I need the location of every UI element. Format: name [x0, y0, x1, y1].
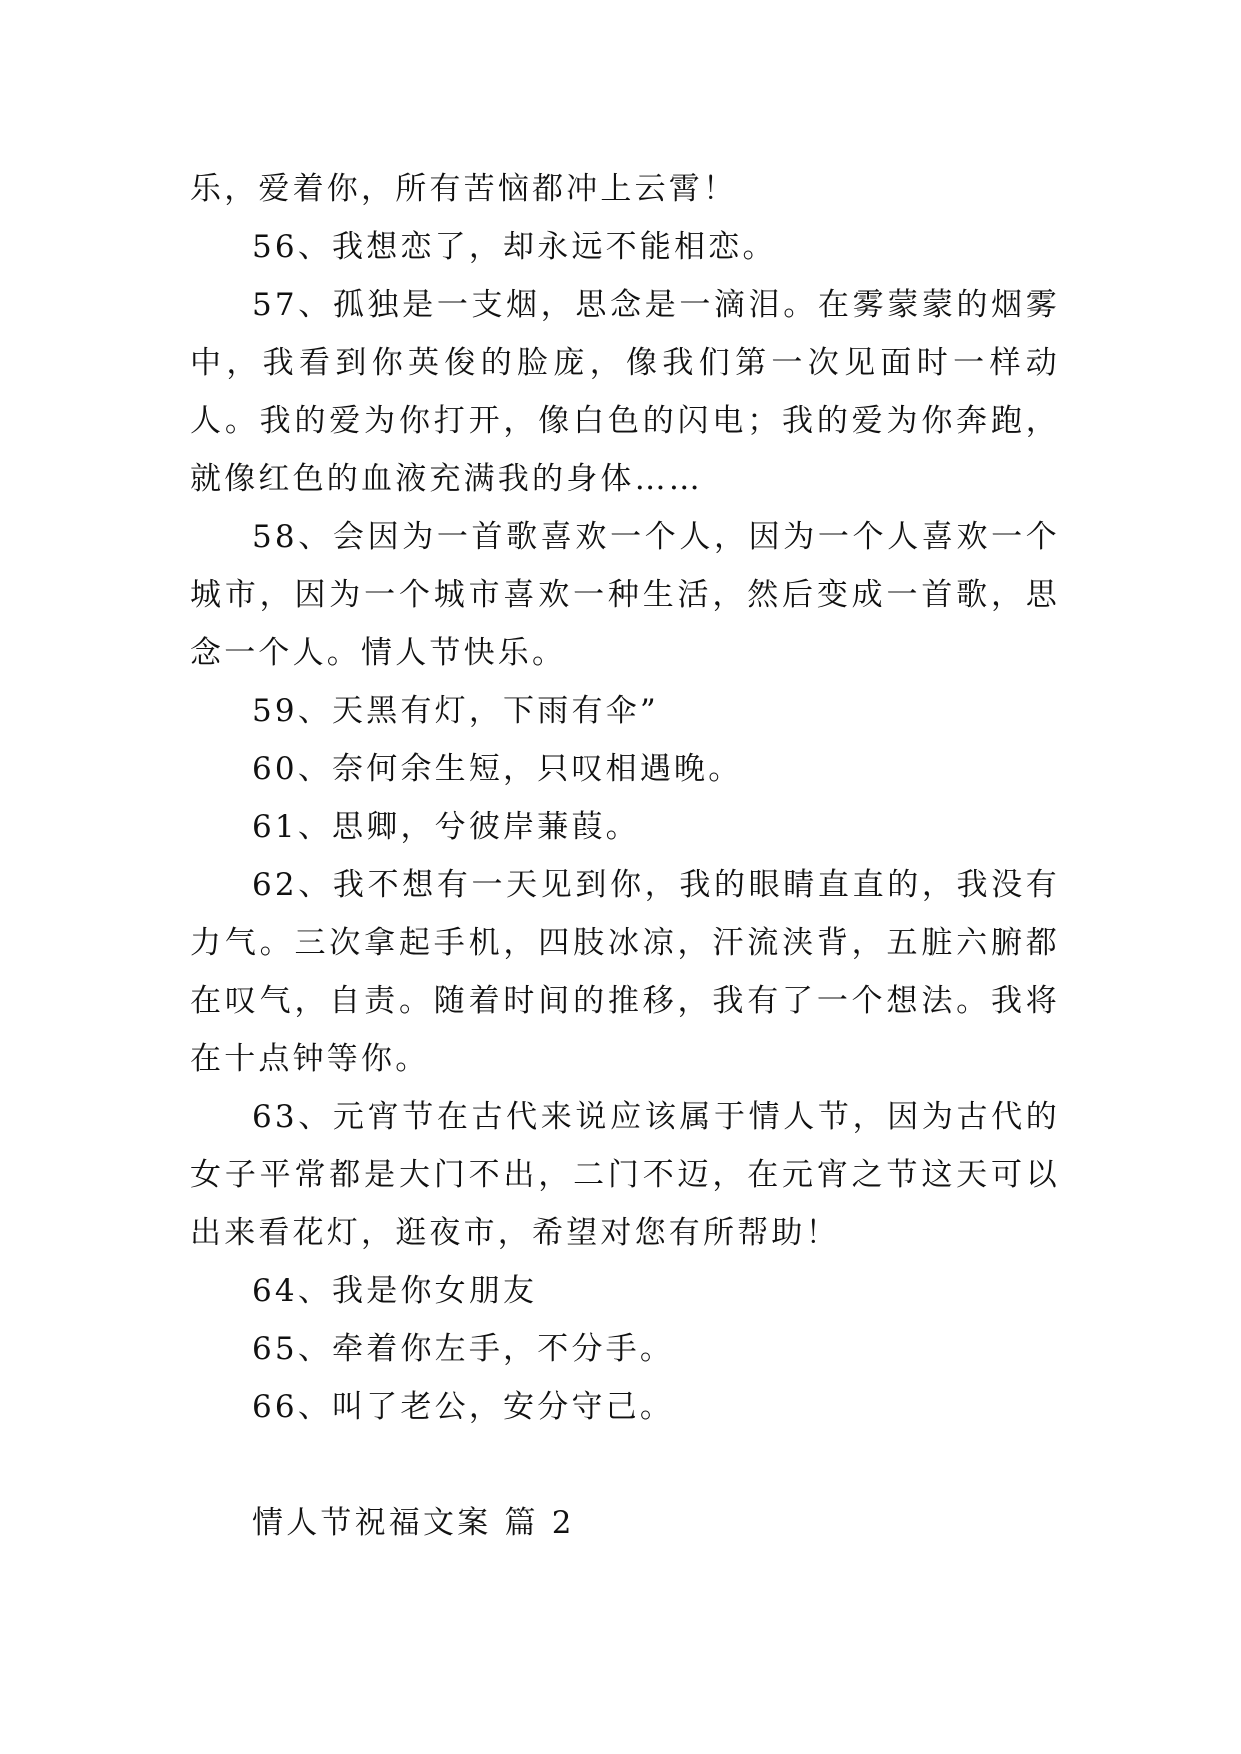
paragraph-item-62: 62、我不想有一天见到你，我的眼睛直直的，我没有力气。三次拿起手机，四肢冰凉，汗流浃背，五脏六腑都在叹气，自责。随着时间的推移，我有了一个想法。我将在十点钟等你。	[190, 867, 1060, 1077]
paragraph-item-61: 61、思卿，兮彼岸蒹葭。	[252, 809, 640, 845]
section-heading: 情人节祝福文案 篇 2	[252, 1505, 575, 1541]
paragraph-item-59: 59、天黑有灯，下雨有伞”	[252, 693, 659, 729]
paragraph-item-66: 66、叫了老公，安分守己。	[252, 1389, 675, 1425]
paragraph-item-63: 63、元宵节在古代来说应该属于情人节，因为古代的女子平常都是大门不出，二门不迈，在元宵之节这天可以出来看花灯，逛夜市，希望对您有所帮助！	[190, 1099, 1060, 1251]
paragraph-continuation: 乐，爱着你，所有苦恼都冲上云霄！	[190, 171, 738, 207]
paragraph-item-65: 65、牵着你左手，不分手。	[252, 1331, 675, 1367]
paragraph-item-58: 58、会因为一首歌喜欢一个人，因为一个人喜欢一个城市，因为一个城市喜欢一种生活，然后变成一首歌，思念一个人。情人节快乐。	[190, 519, 1060, 671]
document-body	[190, 160, 1060, 1436]
paragraph-item-64: 64、我是你女朋友	[252, 1273, 538, 1309]
paragraph-item-60: 60、奈何余生短，只叹相遇晚。	[252, 751, 743, 787]
paragraph-item-56: 56、我想恋了，却永远不能相恋。	[252, 229, 777, 265]
paragraph-item-57: 57、孤独是一支烟，思念是一滴泪。在雾蒙蒙的烟雾中，我看到你英俊的脸庞，像我们第一次见面时一样动人。我的爱为你打开，像白色的闪电；我的爱为你奔跑，就像红色的血液充满我的身体……	[190, 287, 1060, 497]
